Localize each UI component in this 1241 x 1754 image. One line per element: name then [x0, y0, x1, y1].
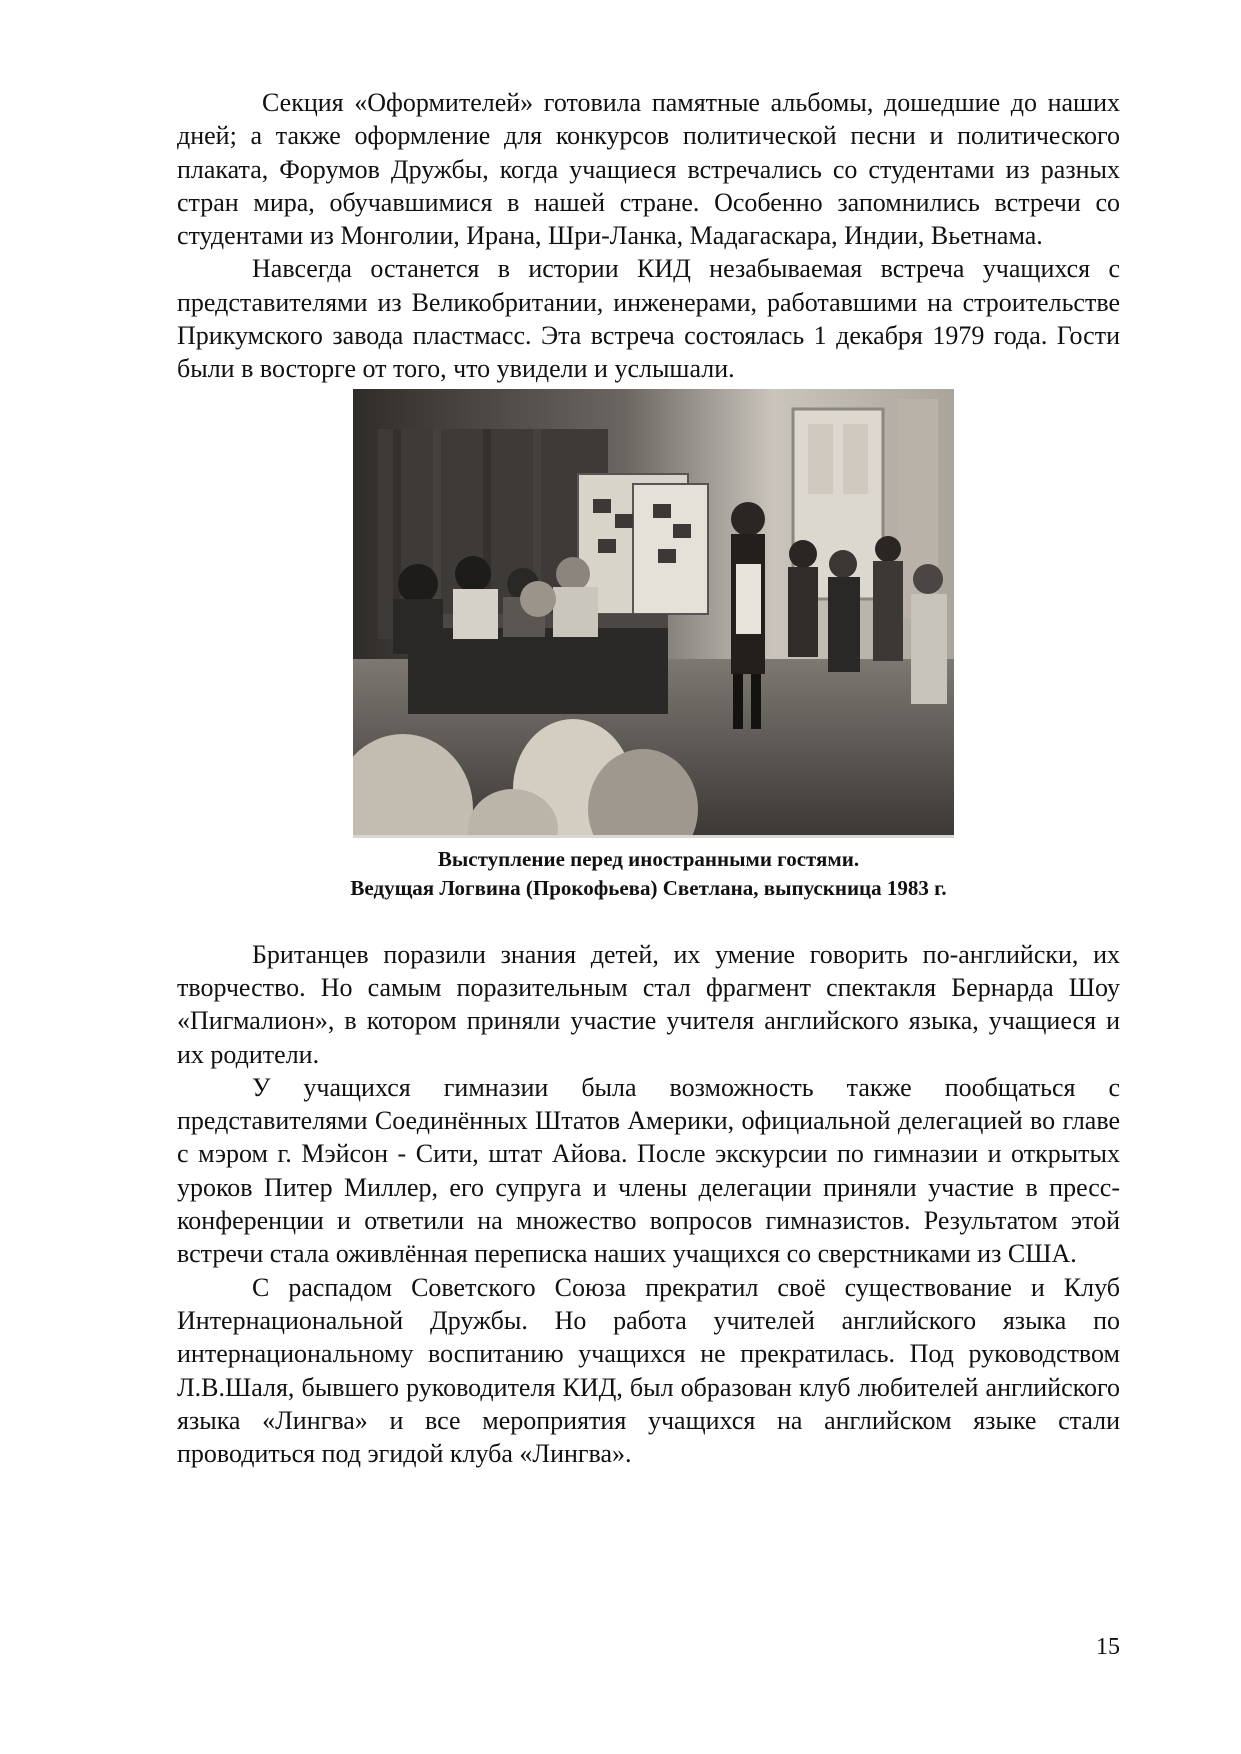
paragraph: Секция «Оформителей» готовила памятные альбомы, дошедшие до наших дней; а также оформление для конкурсов политической песни и политического плаката, Форумов Дружбы, когда учащиеся встречались со студентами из разных стран мира, обучавшимися в нашей стране. Особенно запомнились встречи со студентами из Монголии, Ирана, Шри-Ланка, Мадагаскара, Индии, Вьетнама. — [177, 88, 1120, 251]
figure-caption — [177, 845, 1120, 903]
paragraph: Навсегда останется в истории КИД незабываемая встреча учащихся с представителями из Великобритании, инженерами, работавшими на строительстве Прикумского завода пластмасс. Эта встреча состоялась 1 декабря 1979 года. Гости были в восторге от того, что увидели и услышали. — [177, 254, 1120, 384]
paragraph: У учащихся гимназии была возможность также пообщаться с представителями Соединённых Штатов Америки, официальной делегацией во главе с мэром г. Мэйсон - Сити, штат Айова. После экскурсии по гимназии и открытых уроков Питер Миллер, его супруга и члены делегации приняли участие в пресс-конференции и ответили на множество вопросов гимназистов. Результатом этой встречи стала оживлённая переписка наших учащихся со сверстниками из США. — [177, 1072, 1120, 1269]
figure — [177, 389, 1120, 845]
paragraph: Британцев поразили знания детей, их умение говорить по-английски, их творчество. Но самым поразительным стал фрагмент спектакля Бернарда Шоу «Пигмалион», в котором приняли участие учителя английского языка, учащиеся и их родители. — [177, 939, 1120, 1069]
caption-line: Ведущая Логвина (Прокофьева) Светлана, выпускница 1983 г. — [350, 875, 947, 900]
caption-line: Выступление перед иностранными гостями. — [437, 846, 860, 871]
paragraph: С распадом Советского Союза прекратил своё существование и Клуб Интернациональной Дружбы. Но работа учителей английского языка по интернациональному воспитанию учащихся не прекратилась. Под руководством Л.В.Шаля, бывшего руководителя КИД, был образован клуб любителей английского языка «Лингва» и все мероприятия учащихся на английском языке стали проводиться под эгидой клуба «Лингва». — [177, 1272, 1120, 1469]
document-page — [177, 86, 1120, 1470]
page-number: 15 — [1096, 1634, 1120, 1660]
photo — [353, 389, 954, 838]
